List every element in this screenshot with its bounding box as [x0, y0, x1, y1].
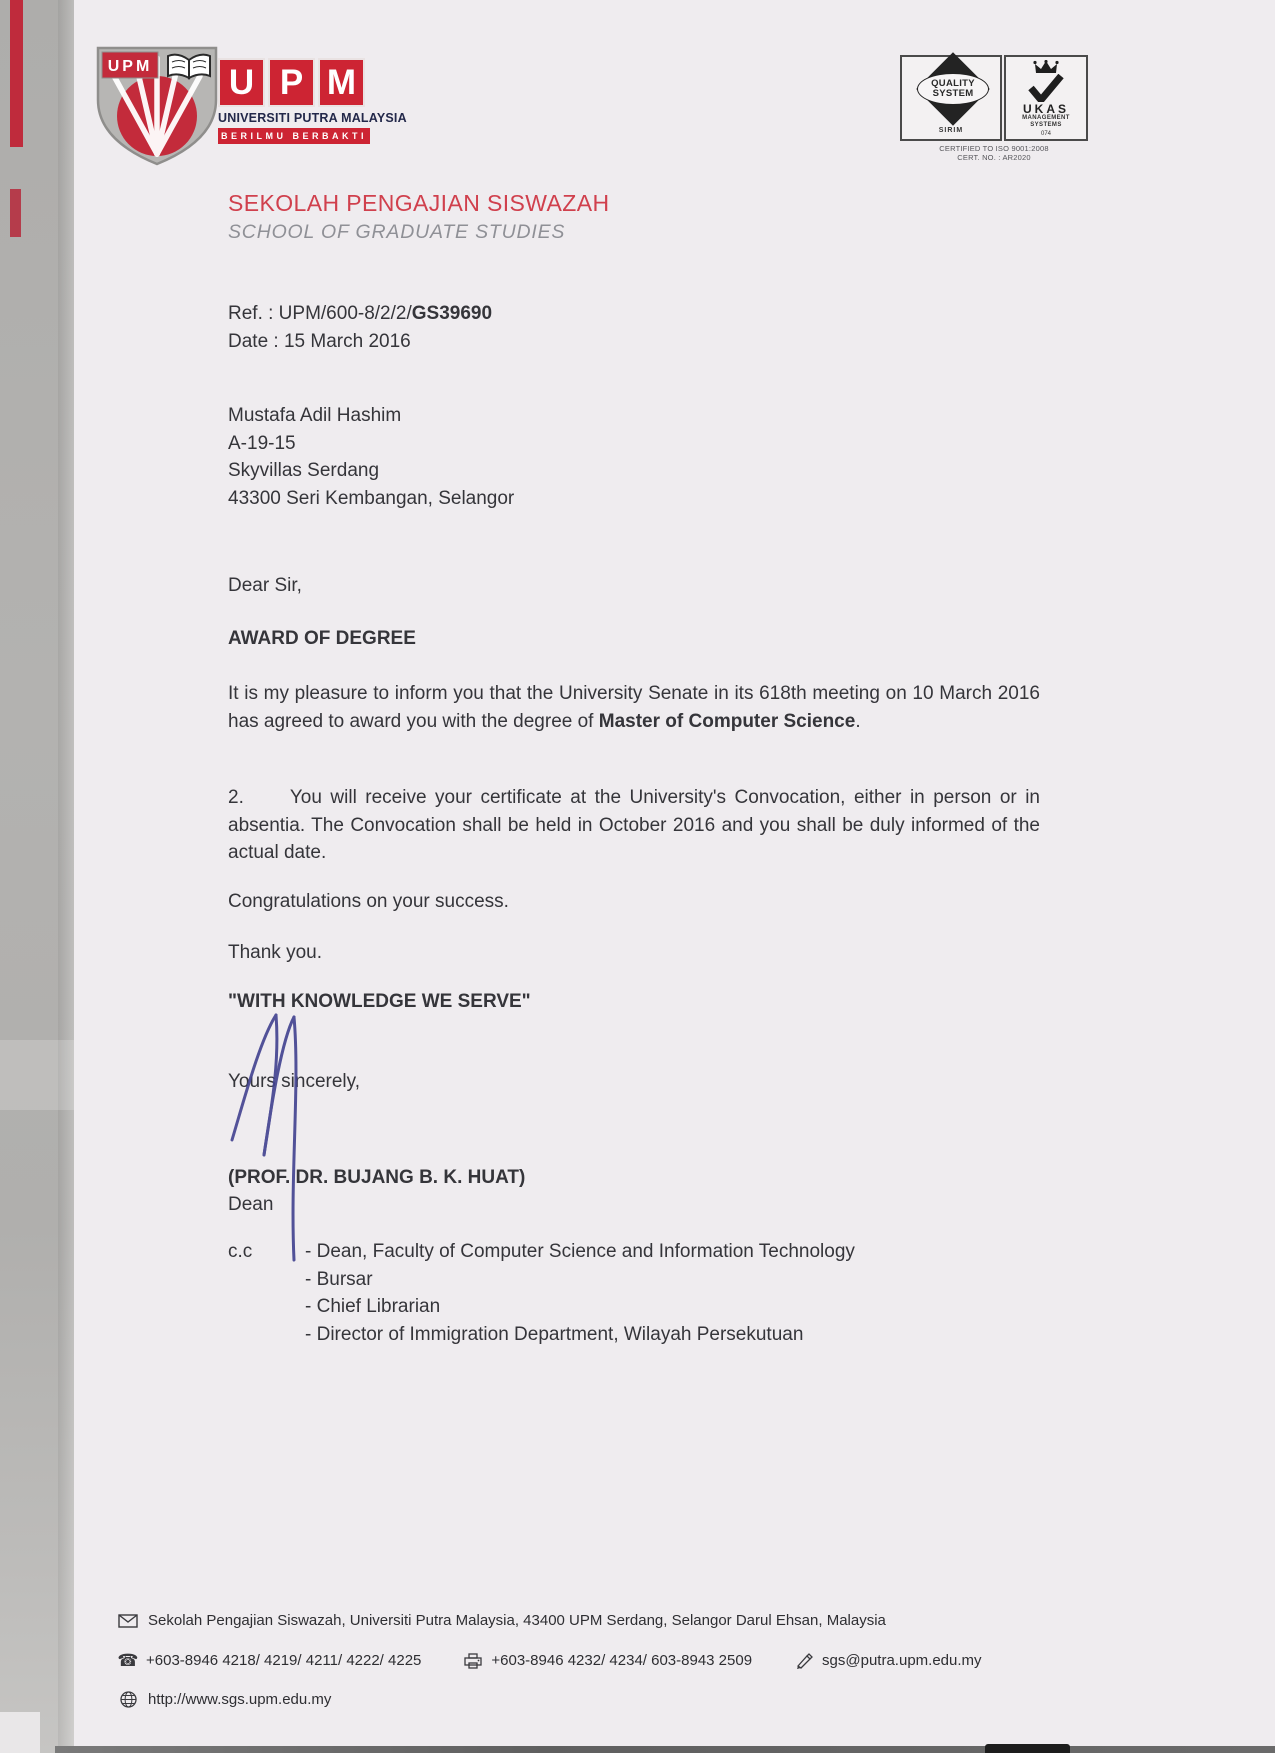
footer-email: sgs@putra.upm.edu.my	[822, 1652, 982, 1669]
recipient-city: 43300 Seri Kembangan, Selangor	[228, 487, 515, 509]
footer-address: Sekolah Pengajian Siswazah, Universiti Putra Malaysia, 43400 UPM Serdang, Selangor Darul Ehsan, Malaysia	[148, 1612, 886, 1629]
university-name: UNIVERSITI PUTRA MALAYSIA	[218, 111, 407, 125]
recipient-unit: A-19-15	[228, 432, 296, 454]
footer-website-line	[118, 1691, 331, 1708]
signatory-name: (PROF. DR. BUJANG B. K. HUAT)	[228, 1167, 526, 1188]
university-motto-banner: BERILMU BERBAKTI	[218, 128, 370, 144]
thank-you-line: Thank you.	[228, 942, 322, 963]
cc-label: c.c	[228, 1241, 253, 1262]
certification-badges	[900, 55, 1088, 141]
scan-bottom-smudge	[985, 1744, 1070, 1753]
ukas-management-label: MANAGEMENT	[1022, 115, 1070, 121]
strip-light-patch	[0, 1040, 74, 1110]
footer-address-line	[118, 1612, 886, 1629]
footer-fax-group	[463, 1652, 752, 1669]
red-edge-mark-mid	[10, 189, 21, 237]
checkmark-icon	[1027, 74, 1065, 102]
reference-number: GS39690	[411, 303, 493, 324]
quality-word: QUALITY	[931, 78, 975, 89]
scanner-edge-strip	[0, 0, 74, 1753]
crown-icon	[1033, 60, 1059, 74]
department-title-english: SCHOOL OF GRADUATE STUDIES	[228, 221, 566, 243]
signatory-title: Dean	[228, 1194, 274, 1215]
cert-number-line: CERT. NO. : AR2020	[957, 153, 1031, 162]
writing-hand-icon	[794, 1653, 814, 1669]
quality-system-label	[917, 73, 989, 105]
upm-block-u: U	[218, 58, 265, 107]
ukas-label: UKAS	[1022, 102, 1069, 116]
sirim-label: SIRIM	[938, 127, 964, 134]
subject-line: AWARD OF DEGREE	[228, 628, 416, 649]
fax-icon	[463, 1653, 483, 1669]
strip-highlight	[58, 0, 74, 1753]
footer-phone: +603-8946 4218/ 4219/ 4211/ 4222/ 4225	[146, 1652, 422, 1669]
reference-line	[228, 300, 492, 328]
system-word: SYSTEM	[932, 88, 974, 99]
cc-item: - Director of Immigration Department, Wilayah Persekutuan	[305, 1323, 804, 1345]
ukas-badge	[1004, 55, 1088, 141]
cc-item: - Dean, Faculty of Computer Science and Information Technology	[305, 1241, 855, 1262]
paragraph-1-period: .	[855, 710, 861, 732]
footer-website: http://www.sgs.upm.edu.my	[148, 1691, 332, 1708]
crest-upm-label: UPM	[107, 58, 153, 75]
recipient-name: Mustafa Adil Hashim	[228, 405, 402, 426]
footer-contact-line	[118, 1652, 982, 1669]
ukas-systems-label: SYSTEMS	[1030, 122, 1062, 128]
cc-item: - Chief Librarian	[305, 1296, 441, 1317]
envelope-icon	[118, 1614, 138, 1628]
footer-phone-group	[118, 1652, 421, 1669]
service-motto: "WITH KNOWLEDGE WE SERVE"	[228, 991, 531, 1012]
reference-prefix: Ref. : UPM/600-8/2/2/	[228, 303, 412, 324]
footer-fax: +603-8946 4232/ 4234/ 603-8943 2509	[491, 1652, 753, 1669]
upm-block-p: P	[268, 58, 315, 107]
upm-block-m: M	[318, 58, 365, 107]
red-edge-mark-top	[10, 0, 23, 147]
globe-icon	[118, 1691, 138, 1708]
congratulations-line: Congratulations on your success.	[228, 891, 509, 912]
closing-line: Yours sincerely,	[228, 1071, 361, 1092]
ukas-number: 074	[1040, 131, 1051, 137]
reference-block	[228, 300, 492, 355]
signature-ink	[222, 1005, 342, 1265]
scan-bottom-shadow	[55, 1746, 1275, 1753]
department-title-malay: SEKOLAH PENGAJIAN SISWAZAH	[228, 190, 610, 216]
upm-letter-blocks	[218, 58, 370, 107]
date-line: Date : 15 March 2016	[228, 330, 411, 352]
cert-iso-line: CERTIFIED TO ISO 9001:2008	[939, 144, 1049, 153]
salutation: Dear Sir,	[228, 575, 302, 596]
cc-list	[305, 1238, 855, 1348]
recipient-building: Skyvillas Serdang	[228, 460, 380, 481]
upm-crest-logo	[92, 44, 222, 173]
paragraph-2	[228, 784, 1040, 867]
phone-icon: ☎	[117, 1651, 139, 1670]
paragraph-1	[228, 680, 1040, 735]
paragraph-2-text: You will receive your certificate at the University's Convocation, either in person or in absentia. The Convocation shall be held in October 2016 and you shall be duly informed of the actual date.	[228, 787, 1040, 863]
paragraph-1-text: It is my pleasure to inform you that the University Senate in its 618th meeting on 10 March 2016 has agreed to award you with the degree of	[228, 683, 1040, 732]
footer-email-group	[794, 1652, 981, 1669]
upm-wordmark	[218, 58, 407, 144]
paragraph-2-number: 2.	[228, 787, 244, 808]
certification-text	[900, 144, 1088, 162]
upm-crest-icon	[92, 44, 222, 168]
quality-system-badge	[900, 55, 1002, 141]
cc-item: - Bursar	[305, 1268, 373, 1290]
degree-name: Master of Computer Science	[598, 710, 856, 732]
recipient-address	[228, 402, 514, 512]
strip-bottom-corner	[0, 1712, 40, 1753]
